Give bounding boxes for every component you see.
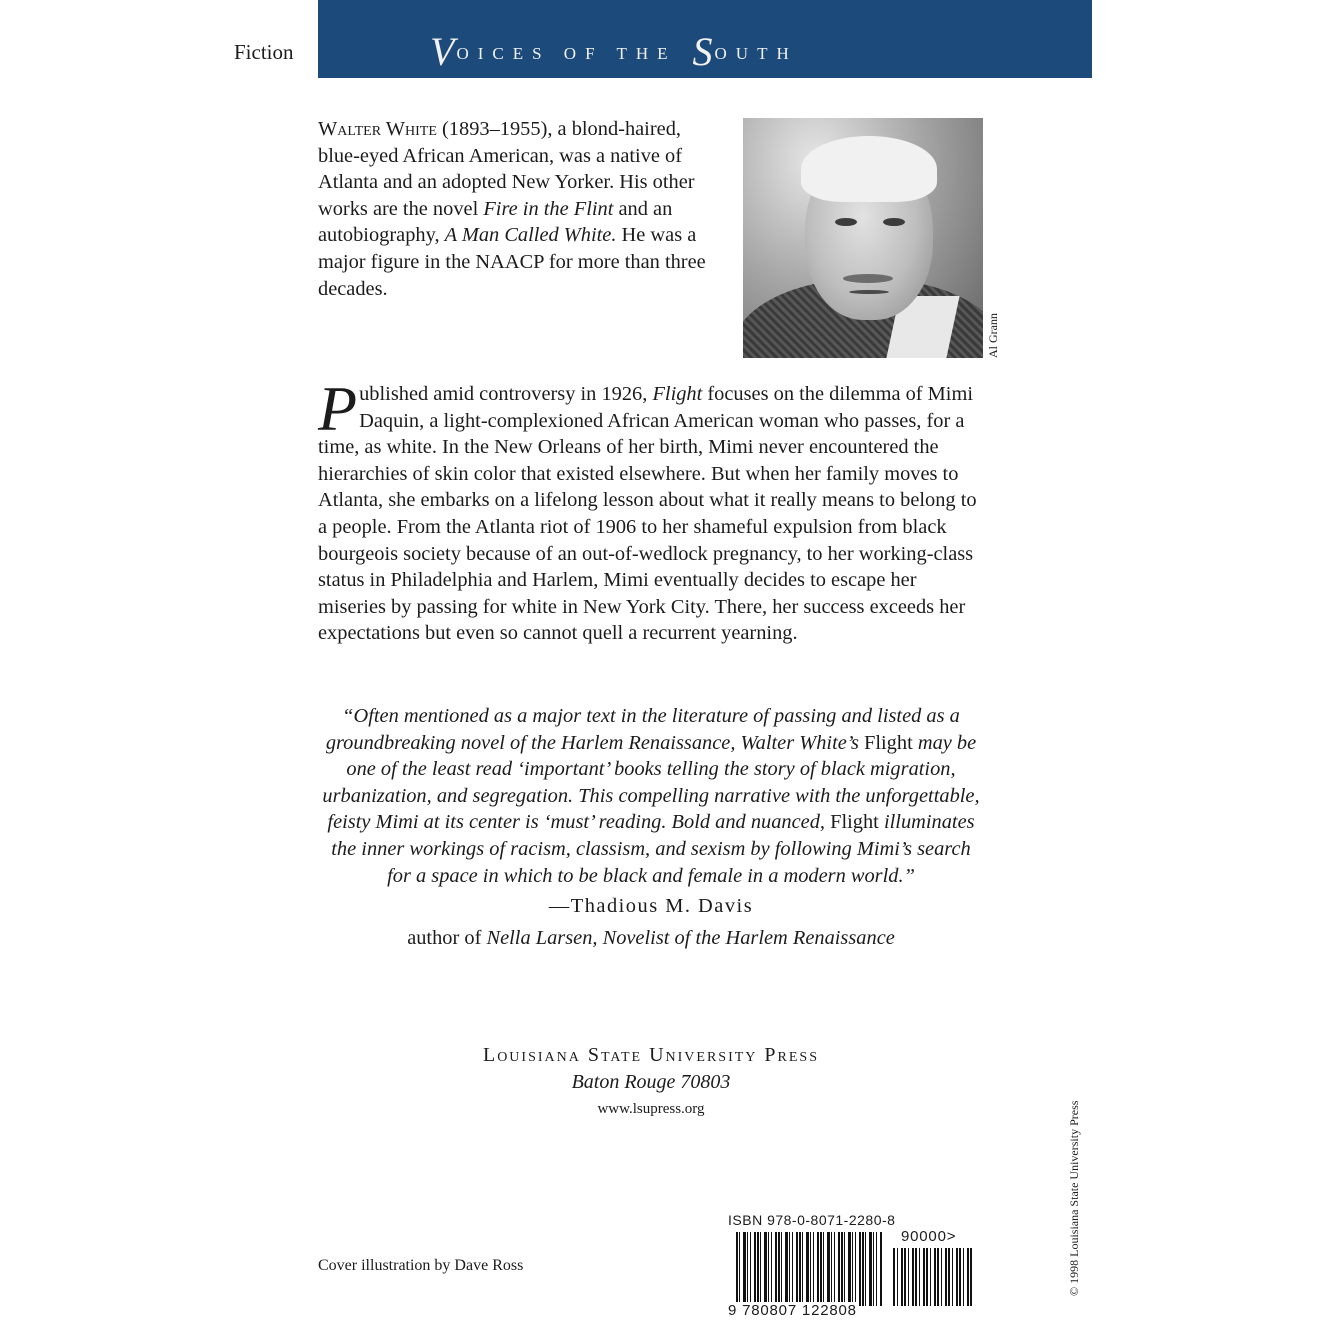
role-work: Nella Larsen, Novelist of the Harlem Renaissance (486, 927, 895, 949)
cover-credit: Cover illustration by Dave Ross (318, 1257, 524, 1274)
quote-text-3: illuminates the inner workings of racism, classism, and sexism by following Mimi’s search for a space in which to be black and female in a modern world.” (331, 811, 975, 887)
series-title-part-2: OUTH (714, 44, 798, 63)
book-description (318, 373, 984, 647)
series-title (430, 22, 798, 74)
author-photo (743, 118, 983, 358)
quote-attribution: —Thadious M. Davis (548, 895, 754, 917)
quote-text-1: “Often mentioned as a major text in the literature of passing and listed as a groundbreaking novel of the Harlem Renaissance, Walter White’s (325, 705, 960, 754)
role-prefix: author of (407, 927, 487, 949)
series-title-initial-v: V (430, 29, 457, 74)
copyright-notice: © 1998 Louisiana State University Press (1067, 1100, 1081, 1296)
bio-text-3: He was a major figure in the NAACP for more than three decades. (318, 224, 706, 300)
quote-title-1: Flight (864, 731, 913, 754)
drop-cap: P (318, 373, 358, 444)
barcode-addon-code: 90000> (901, 1228, 957, 1245)
quote-text-2: may be one of the least read ‘important’ books telling the story of black migration, urbanization, and segregation. This compelling narrative with the unforgettable, feisty Mimi at its center is ‘must’ reading. Bold and nuanced, (322, 731, 980, 834)
photo-credit: Al Grann (986, 313, 1000, 358)
description-text-1: ublished amid controversy in 1926, (359, 383, 653, 405)
isbn-label: ISBN 978-0-8071-2280-8 (728, 1212, 896, 1228)
attribution-role (318, 927, 984, 950)
bio-text-1: (1893–1955), a blond-haired, blue-eyed African American, was a native of Atlanta and an adopted New Yorker. His other works are the novel (318, 118, 695, 220)
barcode-icon (736, 1232, 882, 1306)
series-title-initial-s: S (692, 29, 715, 74)
description-book-title: Flight (652, 383, 703, 405)
barcode-addon-icon (893, 1248, 973, 1306)
series-banner (318, 0, 1092, 78)
author-name: Walter White (318, 118, 437, 140)
publisher-name: Louisiana State University Press (482, 1044, 819, 1066)
quote-title-2: Flight (830, 811, 879, 834)
bio-text-2: and an autobiography, (318, 197, 673, 247)
series-title-part-1: OICES OF THE (456, 44, 677, 63)
review-quote (318, 703, 984, 889)
barcode-number: 9 780807 122808 (728, 1302, 857, 1319)
description-text-2: focuses on the dilemma of Mimi Daquin, a light-complexioned African American woman who passes, for a time, as white. In the New Orleans of her birth, Mimi never encountered the hierarchies of skin color that existed elsewhere. But when her family moves to Atlanta, she embarks on a lifelong lesson about what it really means to belong to a people. From the Atlanta riot of 1906 to her shameful expulsion from black bourgeois society because of an out-of-wedlock pregnancy, to her working-class status in Philadelphia and Harlem, Mimi eventually decides to escape her miseries by passing for white in New York City. There, her success exceeds her expectations but even so cannot quell a recurrent yearning. (318, 383, 977, 645)
author-bio (318, 116, 723, 302)
bio-work-2: A Man Called White. (444, 224, 617, 247)
genre-label: Fiction (234, 40, 294, 64)
publisher-city: Baton Rouge 70803 (571, 1071, 731, 1093)
bio-work-1: Fire in the Flint (483, 197, 614, 220)
publisher-url[interactable]: www.lsupress.org (597, 1101, 705, 1117)
